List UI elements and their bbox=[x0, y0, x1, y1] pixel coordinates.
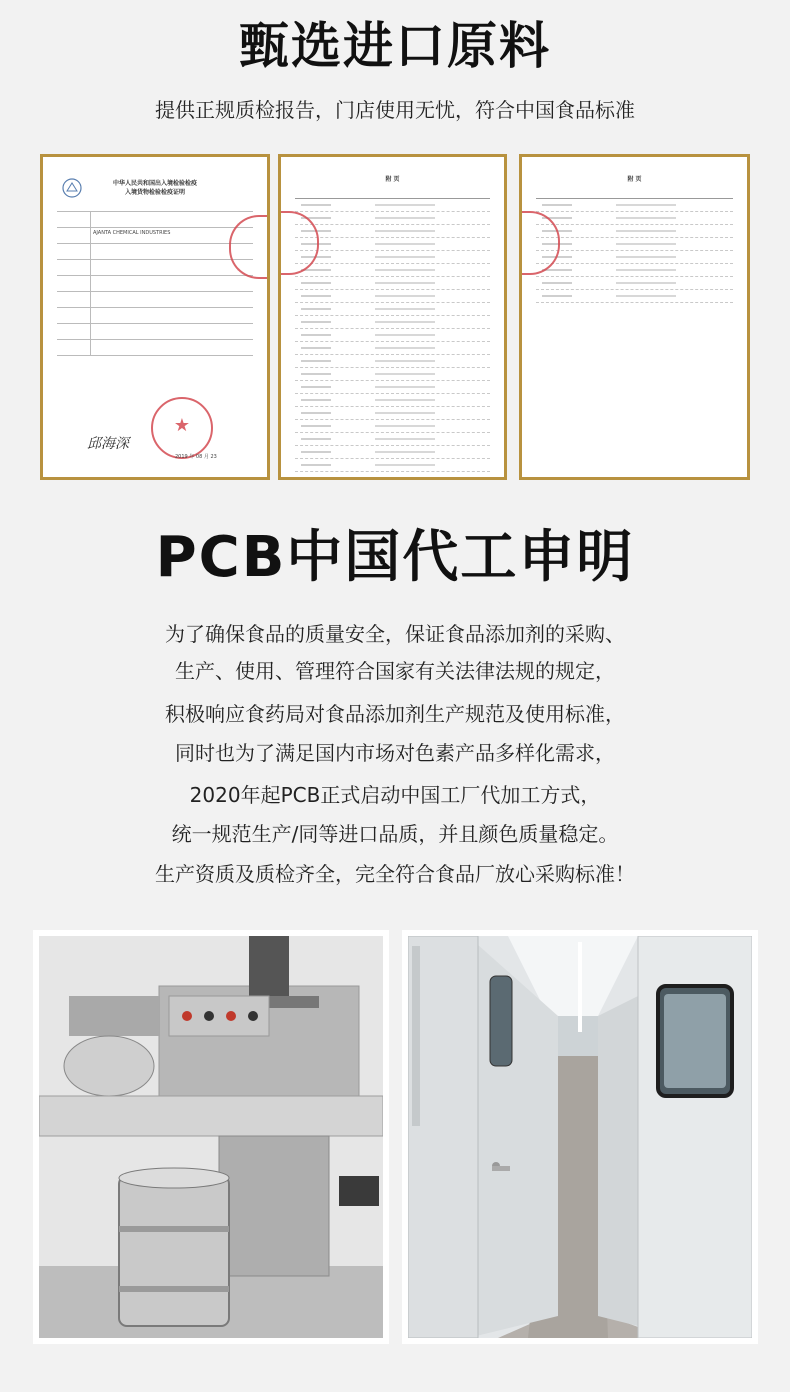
certificate-date: 2019 年 08 月 23 bbox=[175, 454, 217, 460]
section-title-pcb-statement: PCB中国代工申明 bbox=[155, 525, 635, 590]
statement-line-3: 积极响应食药局对食品添加剂生产规范及使用标准， bbox=[165, 702, 625, 726]
company-name: AJANTA CHEMICAL INDUSTRIES bbox=[93, 230, 171, 236]
statement-line-1: 为了确保食品的质量安全，保证食品添加剂的采购、 bbox=[165, 622, 625, 646]
certificate-inspection-document bbox=[40, 154, 270, 480]
statement-line-5: 2020年起PCB正式启动中国工厂代加工方式， bbox=[189, 783, 601, 807]
signature: 邱海深 bbox=[87, 436, 129, 452]
cleanroom-corridor-photo bbox=[402, 930, 758, 1344]
emblem-icon bbox=[61, 177, 83, 199]
statement-line-6: 统一规范生产/同等进口品质，并且颜色质量稳定。 bbox=[171, 822, 619, 846]
section-title-imported-materials: 甄选进口原料 bbox=[239, 17, 551, 75]
certificate-appendix-page-1 bbox=[278, 154, 507, 480]
official-stamp-icon: ★ bbox=[151, 397, 213, 459]
appendix-header: 附 页 bbox=[627, 176, 642, 183]
statement-line-7: 生产资质及质检齐全，完全符合食品厂放心采购标准！ bbox=[155, 862, 635, 886]
doc-header-line1: 中华人民共和国出入境检验检疫 bbox=[112, 180, 197, 187]
statement-line-4: 同时也为了满足国内市场对色素产品多样化需求， bbox=[175, 741, 615, 765]
section-subtitle: 提供正规质检报告，门店使用无忧，符合中国食品标准 bbox=[155, 98, 635, 122]
stainless-mixing-equipment-photo bbox=[33, 930, 389, 1344]
appendix-header: 附 页 bbox=[385, 176, 400, 183]
statement-line-2: 生产、使用、管理符合国家有关法律法规的规定， bbox=[175, 659, 615, 683]
doc-header-line2: 入境货物检验检疫证明 bbox=[124, 189, 185, 196]
certificate-appendix-page-2 bbox=[519, 154, 750, 480]
